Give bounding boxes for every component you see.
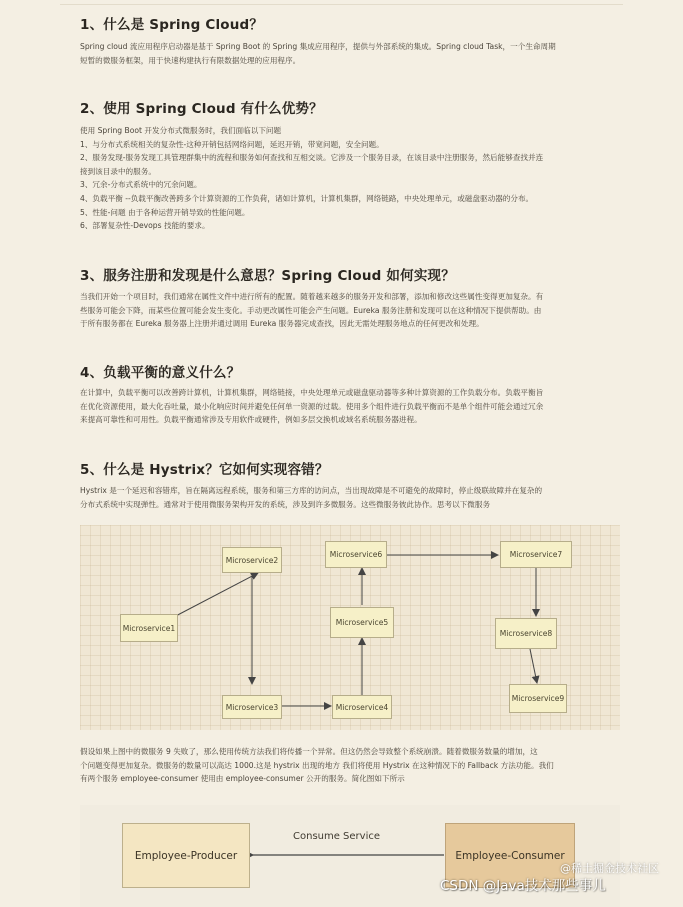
text-line: 1、与分布式系统相关的复杂性-这种开销包括网络问题，延迟开销，带宽问题，安全问题。 (80, 139, 384, 149)
text-line: 在计算中，负载平衡可以改善跨计算机，计算机集群，网络链接，中央处理单元或磁盘驱动器等多种计算资源的工作负载分布。负载平衡旨 (80, 388, 544, 397)
node-microservice9: Microservice9 (509, 684, 567, 713)
heading-1: 1、什么是 Spring Cloud？ (80, 17, 264, 33)
heading-2: 2、使用 Spring Cloud 有什么优势？ (80, 101, 323, 117)
text-line: 有两个服务 employee-consumer 使用由 employee-consumer 公开的服务。简化图如下所示 (80, 774, 405, 784)
employee-producer-box: Employee-Producer (122, 823, 250, 888)
paragraph-4 (80, 386, 620, 427)
paragraph-1 (80, 40, 620, 67)
text-line: 在优化资源使用，最大化吞吐量，最小化响应时间并避免任何单一资源的过载。使用多个组件进行负载平衡而不是单个组件可能会通过冗余 (80, 401, 544, 411)
node-microservice2: Microservice2 (222, 547, 282, 573)
text-line: 短暂的微服务框架，用于快速构建执行有限数据处理的应用程序。 (80, 55, 301, 65)
text-line: 4、负载平衡 --负载平衡改善跨多个计算资源的工作负荷，诸如计算机，计算机集群，网络链路，中央处理单元，或磁盘驱动器的分布。 (80, 193, 534, 203)
node-microservice5: Microservice5 (330, 607, 394, 638)
paragraph-3 (80, 290, 620, 331)
text-line: 分布式系统中实现弹性。通常对于使用微服务架构开发的系统，涉及到许多微服务。这些微服务彼此协作。思考以下微服务 (80, 499, 491, 509)
node-microservice1: Microservice1 (120, 614, 178, 642)
text-line: 5、性能-问题 由于各种运营开销导致的性能问题。 (80, 207, 250, 217)
consume-service-label: Consume Service (293, 831, 381, 842)
text-line: 于所有服务都在 Eureka 服务器上注册并通过调用 Eureka 服务器完成查找，因此无需处理服务地点的任何更改和处理。 (80, 319, 484, 329)
text-line: 接到该目录中的服务。 (80, 166, 156, 176)
text-line: 些服务可能会下降，而某些位置可能会发生变化。手动更改属性可能会产生问题。Eureka 服务注册和发现可以在这种情况下提供帮助。由 (80, 305, 542, 315)
arrow-ms8-ms9 (530, 649, 537, 683)
paragraph-6 (80, 745, 620, 786)
node-microservice8: Microservice8 (495, 618, 557, 649)
paragraph-2 (80, 124, 620, 233)
heading-5: 5、什么是 Hystrix？它如何实现容错？ (80, 462, 329, 478)
text-line: 假设如果上图中的微服务 9 失败了，那么使用传统方法我们将传播一个异常。但这仍然会导致整个系统崩溃。随着微服务数量的增加，这 (80, 747, 538, 756)
node-microservice4: Microservice4 (332, 695, 392, 719)
node-microservice6: Microservice6 (325, 541, 387, 568)
watermark-csdn: CSDN @Java技术那些事儿 (440, 878, 606, 894)
heading-4: 4、负载平衡的意义什么？ (80, 365, 241, 381)
text-line: 个问题变得更加复杂。微服务的数量可以高达 1000.这是 hystrix 出现的地方 我们将使用 Hystrix 在这种情况下的 Fallback 方法功能。我们 (80, 760, 554, 770)
node-microservice3: Microservice3 (222, 695, 282, 719)
text-line: 使用 Spring Boot 开发分布式微服务时，我们面临以下问题 (80, 126, 282, 135)
arrow-ms1-ms2 (170, 573, 258, 619)
heading-3: 3、服务注册和发现是什么意思？Spring Cloud 如何实现？ (80, 268, 455, 284)
text-line: Hystrix 是一个延迟和容错库，旨在隔离远程系统，服务和第三方库的访问点，当出现故障是不可避免的故障时，停止级联故障并在复杂的 (80, 486, 543, 495)
text-line: 当我们开始一个项目时，我们通常在属性文件中进行所有的配置。随着越来越多的服务开发和部署，添加和修改这些属性变得更加复杂。有 (80, 292, 544, 301)
text-line: 3、冗余-分布式系统中的冗余问题。 (80, 180, 202, 190)
microservice-diagram (80, 525, 620, 730)
watermark-juejin: @稀土掘金技术社区 (560, 862, 659, 875)
text-line: 来提高可靠性和可用性。负载平衡通常涉及专用软件或硬件，例如多层交换机或域名系统服务器进程。 (80, 415, 422, 425)
employee-consumer-box: Employee-Consumer (445, 823, 575, 888)
text-line: 6、部署复杂性-Devops 技能的要求。 (80, 221, 210, 231)
top-divider (60, 4, 623, 5)
node-microservice7: Microservice7 (500, 541, 572, 568)
text-line: Spring cloud 流应用程序启动器是基于 Spring Boot 的 Spring 集成应用程序，提供与外部系统的集成。Spring cloud Task，一个生命周期 (80, 42, 556, 51)
text-line: 2、服务发现-服务发现工具管理群集中的流程和服务如何查找和互相交谈。它涉及一个服务目录，在该目录中注册服务，然后能够查找并连 (80, 153, 544, 163)
paragraph-5 (80, 484, 620, 511)
